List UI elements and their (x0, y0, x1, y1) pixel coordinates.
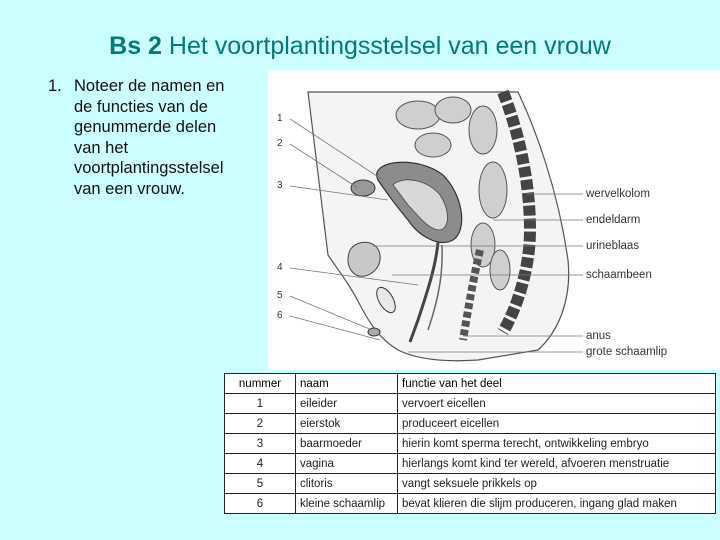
table-row (225, 394, 716, 414)
figure-number-5: 5 (277, 290, 283, 301)
cell-function: vervoert eicellen (398, 394, 716, 414)
figure-number-3: 3 (277, 180, 283, 191)
cell-number: 5 (225, 474, 296, 494)
table-row (225, 414, 716, 434)
task-number: 1. (48, 77, 62, 95)
cell-number: 1 (225, 394, 296, 414)
task-line: van het (74, 138, 129, 157)
table-row (225, 474, 716, 494)
cell-number: 6 (225, 494, 296, 514)
task-instruction (48, 76, 258, 199)
task-line: Noteer de namen en (74, 77, 225, 95)
label-anus: anus (586, 330, 611, 342)
cell-function: produceert eicellen (398, 414, 716, 434)
title-number: Bs 2 (109, 32, 162, 60)
table-row (225, 494, 716, 514)
cell-number: 3 (225, 434, 296, 454)
header-functie: functie van het deel (398, 374, 716, 394)
label-endeldarm: endeldarm (586, 214, 641, 226)
figure-number-4: 4 (277, 262, 283, 273)
figure-number-2: 2 (277, 138, 283, 149)
ovary-shape (351, 180, 375, 196)
table-row (225, 434, 716, 454)
title-text: Het voortplantingsstelsel van een vrouw (168, 32, 611, 60)
table-header-row (225, 374, 716, 394)
cell-function: hierin komt sperma terecht, ontwikkeling embryo (398, 434, 716, 454)
task-line: voortplantingsstelsel (74, 159, 224, 177)
cell-number: 2 (225, 414, 296, 434)
cell-name: vagina (296, 454, 398, 474)
table-row (225, 454, 716, 474)
cell-function: bevat klieren die slijm produceren, ingang glad maken (398, 494, 716, 514)
label-grote-schaamlip: grote schaamlip (586, 346, 668, 358)
cell-number: 4 (225, 454, 296, 474)
task-line: de functies van de (74, 97, 208, 116)
header-nummer: nummer (225, 374, 296, 394)
cell-name: kleine schaamlip (296, 494, 398, 514)
label-schaambeen: schaambeen (586, 269, 652, 281)
label-urineblaas: urineblaas (586, 240, 640, 252)
label-wervelkolom: wervelkolom (586, 188, 650, 200)
cell-name: baarmoeder (296, 434, 398, 454)
cell-name: eileider (296, 394, 398, 414)
anatomy-illustration (268, 70, 720, 370)
cell-function: hierlangs komt kind ter wereld, afvoeren menstruatie (398, 454, 716, 474)
cell-name: clitoris (296, 474, 398, 494)
slide-title (0, 32, 720, 61)
figure-number-6: 6 (277, 310, 283, 321)
header-naam: naam (296, 374, 398, 394)
figure-number-1: 1 (277, 113, 283, 124)
task-line: van een vrouw. (74, 179, 185, 198)
task-line: genummerde delen (74, 118, 217, 136)
cell-function: vangt seksuele prikkels op (398, 474, 716, 494)
cell-name: eierstok (296, 414, 398, 434)
anatomy-figure (268, 70, 720, 370)
answer-table (224, 373, 716, 514)
